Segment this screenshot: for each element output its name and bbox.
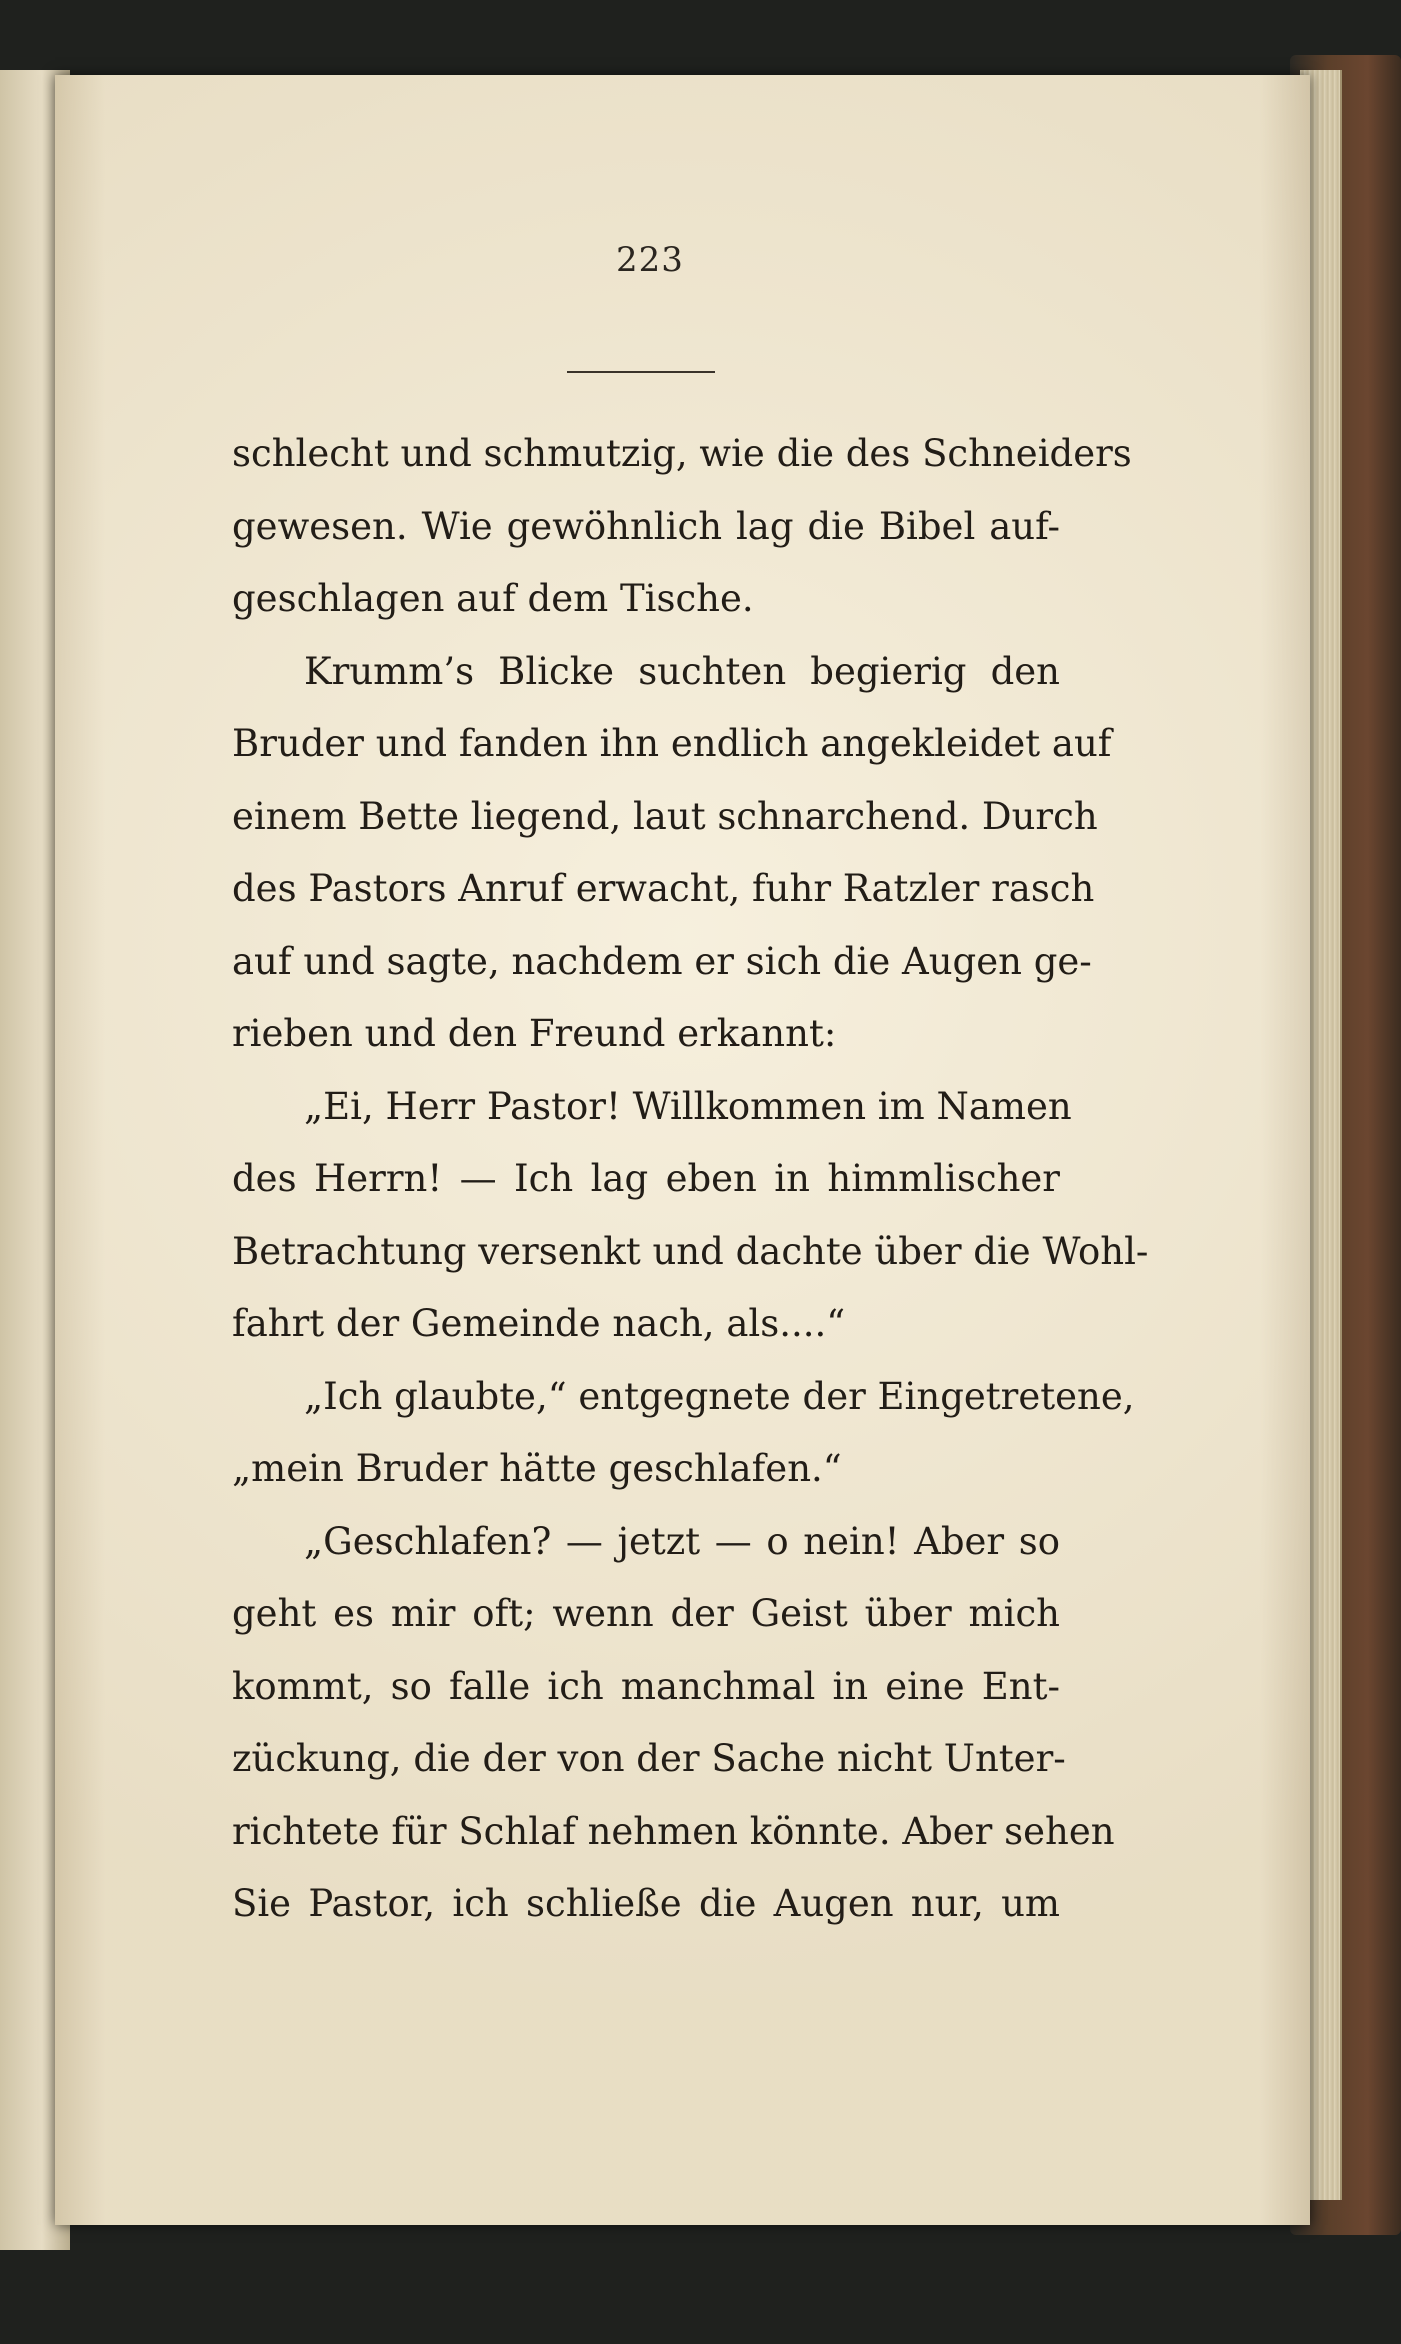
text-line: des Pastors Anruf erwacht, fuhr Ratzler rasch: [232, 867, 1095, 910]
text-line: Bruder und fanden ihn endlich angekleidet auf: [232, 722, 1112, 765]
text-line: rieben und den Freund erkannt:: [232, 1012, 837, 1055]
text-line: geht es mir oft; wenn der Geist über mich: [232, 1592, 1060, 1635]
page-number: 223: [616, 240, 684, 280]
text-line: richtete für Schlaf nehmen könnte. Aber sehen: [232, 1809, 1115, 1853]
text-line: Betrachtung versenkt und dachte über die Wohl-: [232, 1229, 1149, 1273]
text-line: gewesen. Wie gewöhnlich lag die Bibel auf-: [232, 504, 1060, 548]
text-line: Sie Pastor, ich schließe die Augen nur, um: [232, 1882, 1060, 1925]
text-line: geschlagen auf dem Tische.: [232, 577, 754, 620]
page-number-rule: [567, 371, 715, 373]
text-line: schlecht und schmutzig, wie die des Schneiders: [232, 432, 1132, 475]
text-line: kommt, so falle ich manchmal in eine Ent-: [232, 1664, 1060, 1708]
text-line: zückung, die der von der Sache nicht Unter-: [232, 1737, 1066, 1780]
text-line: einem Bette liegend, laut schnarchend. Durch: [232, 794, 1098, 838]
text-line: „Geschlafen? — jetzt — o nein! Aber so: [304, 1519, 1060, 1563]
text-line: auf und sagte, nachdem er sich die Augen ge-: [232, 939, 1092, 983]
text-line: fahrt der Gemeinde nach, als....“: [232, 1302, 846, 1345]
text-line: „mein Bruder hätte geschlafen.“: [232, 1447, 842, 1490]
text-line: „Ei, Herr Pastor! Willkommen im Namen: [304, 1084, 1072, 1128]
text-line: des Herrn! — Ich lag eben in himmlischer: [232, 1157, 1060, 1200]
page-text-body: [232, 418, 1149, 1941]
text-line: „Ich glaubte,“ entgegnete der Eingetretene,: [304, 1374, 1135, 1418]
text-line: Krumm’s Blicke suchten begierig den: [304, 649, 1060, 693]
